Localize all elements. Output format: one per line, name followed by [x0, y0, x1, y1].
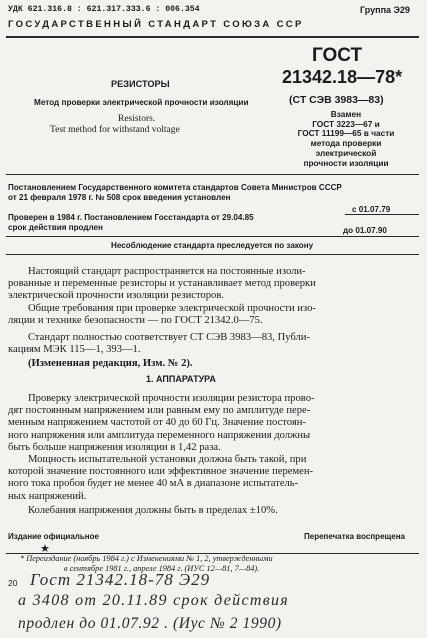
warning-rule	[6, 254, 419, 255]
group-label: Группа Э29	[360, 5, 410, 15]
text-line: дят постоянным напряжением или равным ему по амплитуде пере-	[8, 405, 311, 417]
subtitle-en: Test method for withstand voltage	[50, 125, 180, 135]
title-ru: РЕЗИСТОРЫ	[111, 79, 170, 89]
handwritten-line: продлен до 01.07.92 . (Иус № 2 1990)	[18, 615, 282, 632]
replace-line: прочности изоляции	[303, 157, 389, 168]
star-symbol: ★	[40, 543, 50, 555]
text-line: ного напряжения или амплитуда переменного напряжения должны	[8, 429, 311, 441]
replacement-note	[281, 110, 411, 168]
text-line: Мощность испытательной установки должна быть такой, при	[28, 454, 307, 466]
text-line: рованные и переменные резисторы и устанавливает метод проверки	[8, 278, 316, 290]
decree-line: Проверен в 1984 г. Постановлением Госстандарта от 29.04.85	[8, 213, 254, 222]
official-edition: Издание официальное	[8, 532, 99, 541]
title-en: Resistors.	[118, 114, 156, 124]
udk-code: УДК 621.316.8 : 621.317.333.6 : 006.354	[8, 5, 200, 14]
law-warning: Несоблюдение стандарта преследуется по закону	[111, 241, 314, 250]
replace-line: ГОСТ 11199—65 в части	[297, 128, 395, 139]
text-line: Настоящий стандарт распространяется на постоянные изоли-	[28, 266, 306, 277]
date-underline	[345, 214, 419, 215]
gost-number: 21342.18—78*	[282, 67, 403, 87]
replace-line: Взамен	[330, 109, 362, 119]
standard-title: ГОСУДАРСТВЕННЫЙ СТАНДАРТ СОЮЗА ССР	[8, 19, 304, 30]
section-text	[8, 393, 420, 517]
text-line: ляции и технике безопасности — по ГОСТ 21342.0—75.	[8, 314, 263, 326]
section-heading: 1. АППАРАТУРА	[146, 374, 216, 384]
text-line: Общие требования при проверке электрической прочности изо-	[28, 302, 316, 314]
replace-line: электрической	[315, 147, 377, 158]
text-line: менным напряжением частотой от 40 до 60 Гц. Значение постоян-	[8, 417, 306, 429]
subtitle-ru: Метод проверки электрической прочности изоляции	[34, 98, 249, 107]
text-line: кациям МЭК 115—1, 393—1.	[8, 344, 141, 356]
text-line: электрической прочности изоляции резисторов.	[8, 290, 224, 302]
text-line: ных напряжений.	[8, 490, 87, 502]
text-line: которой значение постоянного или эффективное значение перемен-	[8, 466, 314, 478]
intro-text	[8, 266, 420, 371]
text-line: быть больше напряжения изоляции в 1,42 раза.	[8, 441, 221, 453]
title-rule	[6, 174, 419, 175]
reissue-note: * Переиздание (ноябрь 1984 г.) с Изменениями № 1, 2, утвержденными	[20, 554, 273, 563]
handwritten-line: Гост 21342.18-78 Э29	[30, 570, 211, 589]
text-line: ного тока пробоя будет не менее 40 мА в диапазоне испытатель-	[8, 478, 299, 490]
gost-label: ГОСТ	[312, 45, 363, 66]
decree-line: срок действия продлен	[8, 223, 103, 232]
text-line: Стандарт полностью соответствует СТ СЭВ 3983—83, Публи-	[28, 332, 310, 344]
replace-line: метода проверки	[310, 138, 382, 149]
reprint-prohibited: Перепечатка воспрещена	[304, 532, 405, 541]
revision-note: (Измененная редакция, Изм. № 2).	[28, 358, 193, 370]
handwritten-line: а 3408 от 20.11.89 срок действия	[18, 592, 289, 609]
decree-line: Постановлением Государственного комитета стандартов Совета Министров СССР	[8, 183, 342, 192]
decree-line: от 21 февраля 1978 г. № 508 срок введения установлен	[8, 193, 231, 202]
decree-date: до 01.07.90	[343, 226, 387, 235]
decree-rule	[6, 236, 419, 237]
header-rule	[6, 36, 419, 38]
text-line: Колебания напряжения должны быть в пределах ±10%.	[28, 504, 278, 516]
replace-line: ГОСТ 3223—67 и	[312, 118, 380, 129]
page-number: 20	[8, 578, 18, 588]
decree-date: с 01.07.79	[352, 205, 391, 214]
text-line: Проверку электрической прочности изоляции резистора прово-	[28, 393, 315, 404]
sev-number: (СТ СЭВ 3983—83)	[289, 94, 384, 106]
reissue-note: в сентябре 1981 г., апреле 1984 г. (ИУС 12—81, 7—84).	[64, 564, 260, 573]
